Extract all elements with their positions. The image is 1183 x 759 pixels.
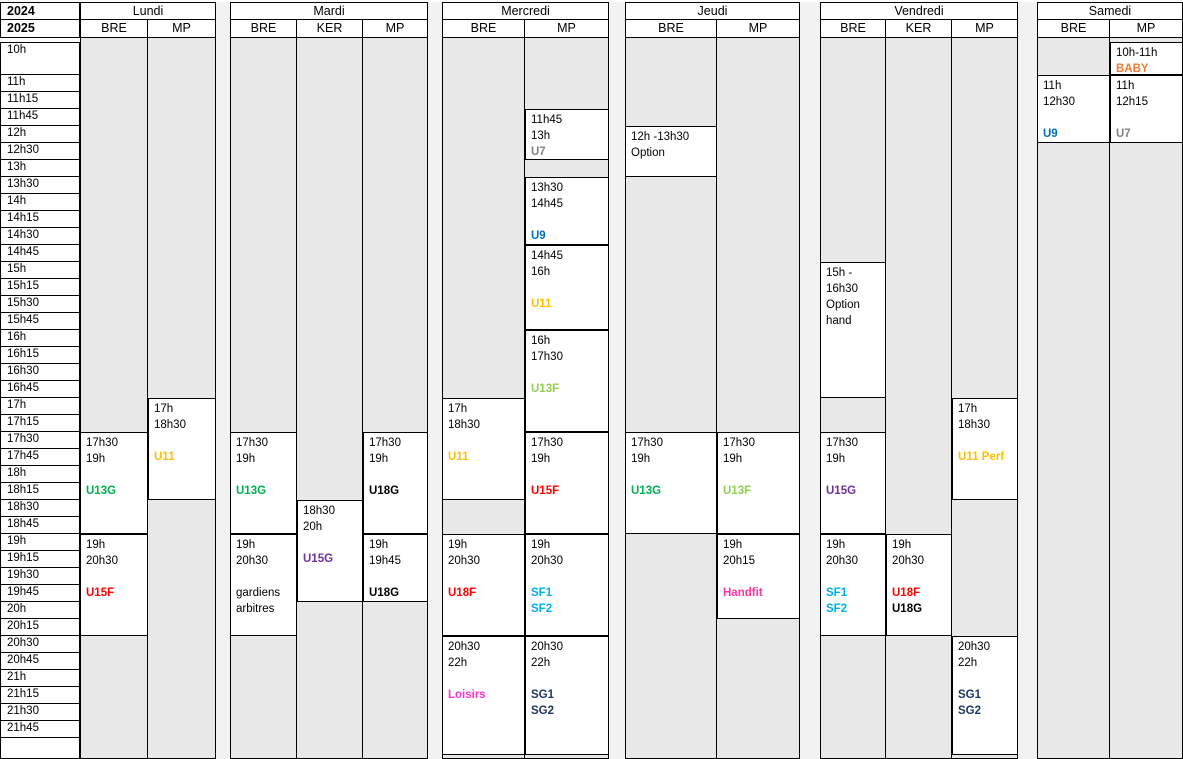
subcol-header-jeudi-mp: MP (717, 20, 800, 38)
event-line: 20h30 (531, 641, 563, 653)
time-cell-15h45: 15h45 (0, 313, 80, 330)
event-line-blank (448, 569, 522, 585)
time-cell-16h45: 16h45 (0, 381, 80, 398)
event-line: 16h30 (826, 283, 858, 295)
time-cell-18h30: 18h30 (0, 500, 80, 517)
event-mercredi-mp-19h[interactable] (525, 534, 609, 636)
event-line: U15F (531, 485, 560, 497)
event-line: Option (631, 147, 665, 159)
column-gap (428, 2, 442, 759)
event-line: U15G (303, 553, 334, 565)
event-line-blank (826, 569, 883, 585)
schedule-grid (0, 2, 1183, 759)
event-mercredi-mp-13h30[interactable] (525, 177, 609, 245)
event-mercredi-mp-11h45[interactable] (525, 109, 609, 160)
subcol-header-vendredi-mp: MP (952, 20, 1018, 38)
event-line-blank (958, 433, 1015, 449)
event-line-blank (303, 535, 360, 551)
time-cell-21h45: 21h45 (0, 721, 80, 738)
subcol-header-vendredi-ker: KER (886, 20, 952, 38)
event-lundi-mp-17h[interactable] (148, 398, 216, 500)
event-line: 19h (826, 539, 846, 551)
time-cell-12h30: 12h30 (0, 143, 80, 160)
subcol-header-lundi-mp: MP (148, 20, 216, 38)
event-line-blank (86, 569, 145, 585)
event-line: U9 (531, 230, 546, 242)
time-cell-16h: 16h (0, 330, 80, 347)
subcol-header-lundi-bre: BRE (80, 20, 148, 38)
event-line: SG2 (531, 705, 555, 717)
event-vendredi-ker-19h[interactable] (886, 534, 952, 636)
subcol-body-mardi-mp (363, 38, 428, 759)
subcol-body-lundi-bre (80, 38, 148, 759)
event-line: 22h (531, 657, 551, 669)
event-line: 20h30 (892, 555, 924, 567)
event-line: 19h (369, 539, 389, 551)
event-line: SF1 (826, 587, 848, 599)
event-line: 19h (531, 539, 551, 551)
event-vendredi-bre-17h30[interactable] (820, 432, 886, 534)
event-line: 18h30 (958, 419, 990, 431)
time-cell-11h15: 11h15 (0, 92, 80, 109)
event-line: 22h (958, 657, 978, 669)
time-cell-21h: 21h (0, 670, 80, 687)
event-line: 17h30 (531, 351, 563, 363)
time-cell-18h45: 18h45 (0, 517, 80, 534)
event-line: 19h (236, 453, 256, 465)
event-vendredi-bre-19h[interactable] (820, 534, 886, 636)
event-line: 10h-11h (1116, 47, 1158, 59)
event-line: U7 (1116, 128, 1131, 140)
time-cell-18h15: 18h15 (0, 483, 80, 500)
subcol-body-jeudi-mp (717, 38, 800, 759)
event-mercredi-bre-17h[interactable] (442, 398, 525, 500)
day-header-jeudi: Jeudi (625, 2, 800, 20)
event-line: 18h30 (154, 419, 186, 431)
day-header-vendredi: Vendredi (820, 2, 1018, 20)
event-line: 20h15 (723, 555, 755, 567)
event-line-blank (531, 365, 606, 381)
time-cell-14h: 14h (0, 194, 80, 211)
event-line: U13G (631, 485, 662, 497)
event-line: U15G (826, 485, 857, 497)
event-line: U13F (531, 383, 560, 395)
event-line: Loisirs (448, 689, 486, 701)
event-line: 19h (531, 453, 551, 465)
time-cell-17h30: 17h30 (0, 432, 80, 449)
event-lundi-bre-19h[interactable] (80, 534, 148, 636)
time-cell-20h: 20h (0, 602, 80, 619)
event-line: 22h (448, 657, 468, 669)
event-jeudi-mp-17h30[interactable] (717, 432, 800, 534)
event-mercredi-bre-20h30[interactable] (442, 636, 525, 755)
event-vendredi-mp-17h[interactable] (952, 398, 1018, 500)
event-line: U9 (1043, 128, 1058, 140)
event-line: 20h30 (826, 555, 858, 567)
time-cell-20h15: 20h15 (0, 619, 80, 636)
event-line: 19h (892, 539, 912, 551)
event-line: U18G (892, 603, 923, 615)
event-line: 19h (723, 539, 743, 551)
time-cell-20h45: 20h45 (0, 653, 80, 670)
year-top: 2024 (0, 2, 80, 20)
event-line: 12h15 (1116, 96, 1148, 108)
event-mercredi-mp-20h30[interactable] (525, 636, 609, 755)
event-line: 11h (1116, 80, 1135, 92)
subcol-body-samedi-mp (1110, 38, 1183, 759)
event-line: 20h30 (958, 641, 990, 653)
time-cell-11h: 11h (0, 75, 80, 92)
event-mercredi-mp-17h30[interactable] (525, 432, 609, 534)
time-cell-16h30: 16h30 (0, 364, 80, 381)
time-cell-21h30: 21h30 (0, 704, 80, 721)
event-line: SF1 (531, 587, 553, 599)
event-line: 11h (1043, 80, 1062, 92)
event-line: 17h30 (826, 437, 858, 449)
event-line-blank (236, 467, 294, 483)
event-line-blank (531, 467, 606, 483)
event-line: U7 (531, 146, 546, 158)
event-line: 20h30 (448, 641, 480, 653)
day-header-mercredi: Mercredi (442, 2, 609, 20)
time-cell-11h45: 11h45 (0, 109, 80, 126)
event-line: U18F (892, 587, 921, 599)
event-line: U18F (448, 587, 477, 599)
event-mardi-bre-19h[interactable] (230, 534, 297, 636)
time-cell-17h15: 17h15 (0, 415, 80, 432)
event-line: 20h30 (236, 555, 268, 567)
event-line: 20h (303, 521, 323, 533)
event-line: 20h30 (86, 555, 118, 567)
event-line: gardiens (236, 587, 281, 599)
time-cell-12h: 12h (0, 126, 80, 143)
subcol-header-mercredi-mp: MP (525, 20, 609, 38)
event-line: SG1 (958, 689, 982, 701)
time-cell-15h15: 15h15 (0, 279, 80, 296)
event-line: U11 (154, 451, 175, 463)
event-line-blank (369, 467, 425, 483)
event-line: 19h (448, 539, 468, 551)
time-cell-18h: 18h (0, 466, 80, 483)
time-cell-17h: 17h (0, 398, 80, 415)
event-vendredi-mp-20h30[interactable] (952, 636, 1018, 755)
event-line: 19h (631, 453, 651, 465)
event-line: 17h30 (86, 437, 118, 449)
event-line: 20h30 (448, 555, 480, 567)
event-line-blank (369, 569, 425, 585)
event-line: 18h30 (303, 505, 335, 517)
event-line: U13G (86, 485, 117, 497)
event-line: 17h30 (236, 437, 268, 449)
time-cell-16h15: 16h15 (0, 347, 80, 364)
event-line-blank (1043, 110, 1107, 126)
event-line: 17h (154, 403, 174, 415)
event-line: arbitres (236, 603, 275, 615)
subcol-header-mardi-ker: KER (297, 20, 363, 38)
event-mardi-bre-17h30[interactable] (230, 432, 297, 534)
event-line-blank (154, 433, 213, 449)
time-cell-21h15: 21h15 (0, 687, 80, 704)
event-line-blank (531, 212, 606, 228)
event-line-blank (1116, 110, 1180, 126)
event-line: 16h (531, 335, 551, 347)
event-samedi-mp-11h[interactable] (1110, 75, 1183, 143)
column-gap (1018, 2, 1037, 759)
event-line: 12h -13h30 (631, 131, 690, 143)
time-cell-13h: 13h (0, 160, 80, 177)
subcol-body-vendredi-ker (886, 38, 952, 759)
subcol-header-samedi-mp: MP (1110, 20, 1183, 38)
event-line: BABY (1116, 63, 1149, 75)
time-cell-10h: 10h (0, 42, 80, 75)
event-line-blank (86, 467, 145, 483)
event-line-blank (448, 671, 522, 687)
subcol-header-jeudi-bre: BRE (625, 20, 717, 38)
event-vendredi-bre-15h[interactable] (820, 262, 886, 398)
event-samedi-bre-11h[interactable] (1037, 75, 1110, 143)
event-line: SG1 (531, 689, 555, 701)
time-cell-14h15: 14h15 (0, 211, 80, 228)
event-line: 18h30 (448, 419, 480, 431)
event-line: 17h30 (723, 437, 755, 449)
event-line: 17h30 (631, 437, 663, 449)
event-line: U11 (448, 451, 469, 463)
event-line-blank (892, 569, 949, 585)
event-line: U15F (86, 587, 115, 599)
event-mardi-ker-18h30[interactable] (297, 500, 363, 602)
event-line: 19h (236, 539, 256, 551)
event-line: 12h30 (1043, 96, 1075, 108)
event-line: 17h30 (369, 437, 401, 449)
event-line: 15h - (826, 267, 853, 279)
event-line: U13G (236, 485, 267, 497)
event-line: SF2 (531, 603, 553, 615)
event-line: SG2 (958, 705, 982, 717)
time-cell-13h30: 13h30 (0, 177, 80, 194)
event-mercredi-mp-16h[interactable] (525, 330, 609, 432)
event-jeudi-bre-12h[interactable] (625, 126, 717, 177)
event-line-blank (531, 569, 606, 585)
event-line: 13h30 (531, 182, 563, 194)
event-line: 19h (826, 453, 846, 465)
subcol-body-mardi-bre (230, 38, 297, 759)
event-line: U11 Perf (958, 451, 1005, 463)
subcol-header-samedi-bre: BRE (1037, 20, 1110, 38)
subcol-header-mardi-bre: BRE (230, 20, 297, 38)
time-cell-empty (0, 738, 80, 759)
event-line: U18G (369, 587, 400, 599)
column-gap (609, 2, 625, 759)
event-line: U18G (369, 485, 400, 497)
event-line: Option (826, 299, 860, 311)
subcol-header-vendredi-bre: BRE (820, 20, 886, 38)
event-line: 20h30 (531, 555, 563, 567)
event-line-blank (723, 569, 797, 585)
event-line-blank (236, 569, 294, 585)
event-line: 19h (723, 453, 743, 465)
event-line: 14h45 (531, 198, 563, 210)
event-mercredi-bre-19h[interactable] (442, 534, 525, 636)
event-line: Handfit (723, 587, 763, 599)
year-bottom: 2025 (0, 20, 80, 38)
event-line: hand (826, 315, 852, 327)
event-lundi-bre-17h30[interactable] (80, 432, 148, 534)
event-line: 19h (86, 539, 106, 551)
event-samedi-mp-10h[interactable] (1110, 42, 1183, 75)
column-gap (216, 2, 230, 759)
time-cell-15h: 15h (0, 262, 80, 279)
column-gap (800, 2, 820, 759)
event-mardi-mp-17h30[interactable] (363, 432, 428, 534)
event-line: 11h45 (531, 114, 563, 126)
time-cell-14h30: 14h30 (0, 228, 80, 245)
subcol-body-vendredi-bre (820, 38, 886, 759)
event-line: 16h (531, 266, 551, 278)
event-line-blank (723, 467, 797, 483)
time-cell-17h45: 17h45 (0, 449, 80, 466)
subcol-body-mardi-ker (297, 38, 363, 759)
time-cell-19h15: 19h15 (0, 551, 80, 568)
event-line-blank (531, 671, 606, 687)
event-line: 19h (86, 453, 106, 465)
event-line: 14h45 (531, 250, 563, 262)
event-line: 17h30 (531, 437, 563, 449)
event-line-blank (448, 433, 522, 449)
day-header-samedi: Samedi (1037, 2, 1183, 20)
event-jeudi-mp-19h[interactable] (717, 534, 800, 619)
day-header-mardi: Mardi (230, 2, 428, 20)
event-line: 17h (958, 403, 978, 415)
subcol-body-samedi-bre (1037, 38, 1110, 759)
event-line-blank (531, 280, 606, 296)
event-line: U11 (531, 298, 552, 310)
event-jeudi-bre-17h30[interactable] (625, 432, 717, 534)
time-cell-14h45: 14h45 (0, 245, 80, 262)
subcol-header-mercredi-bre: BRE (442, 20, 525, 38)
event-line: 13h (531, 130, 551, 142)
event-line-blank (826, 467, 883, 483)
event-mercredi-mp-14h45[interactable] (525, 245, 609, 330)
event-line: 19h45 (369, 555, 401, 567)
day-header-lundi: Lundi (80, 2, 216, 20)
event-line-blank (958, 671, 1015, 687)
event-line: 19h (369, 453, 389, 465)
event-line-blank (631, 467, 714, 483)
subcol-header-mardi-mp: MP (363, 20, 428, 38)
event-mardi-mp-19h[interactable] (363, 534, 428, 602)
event-line: U13F (723, 485, 752, 497)
time-cell-19h: 19h (0, 534, 80, 551)
time-cell-19h30: 19h30 (0, 568, 80, 585)
time-cell-19h45: 19h45 (0, 585, 80, 602)
time-cell-20h30: 20h30 (0, 636, 80, 653)
event-line: 17h (448, 403, 468, 415)
time-cell-15h30: 15h30 (0, 296, 80, 313)
event-line: SF2 (826, 603, 848, 615)
